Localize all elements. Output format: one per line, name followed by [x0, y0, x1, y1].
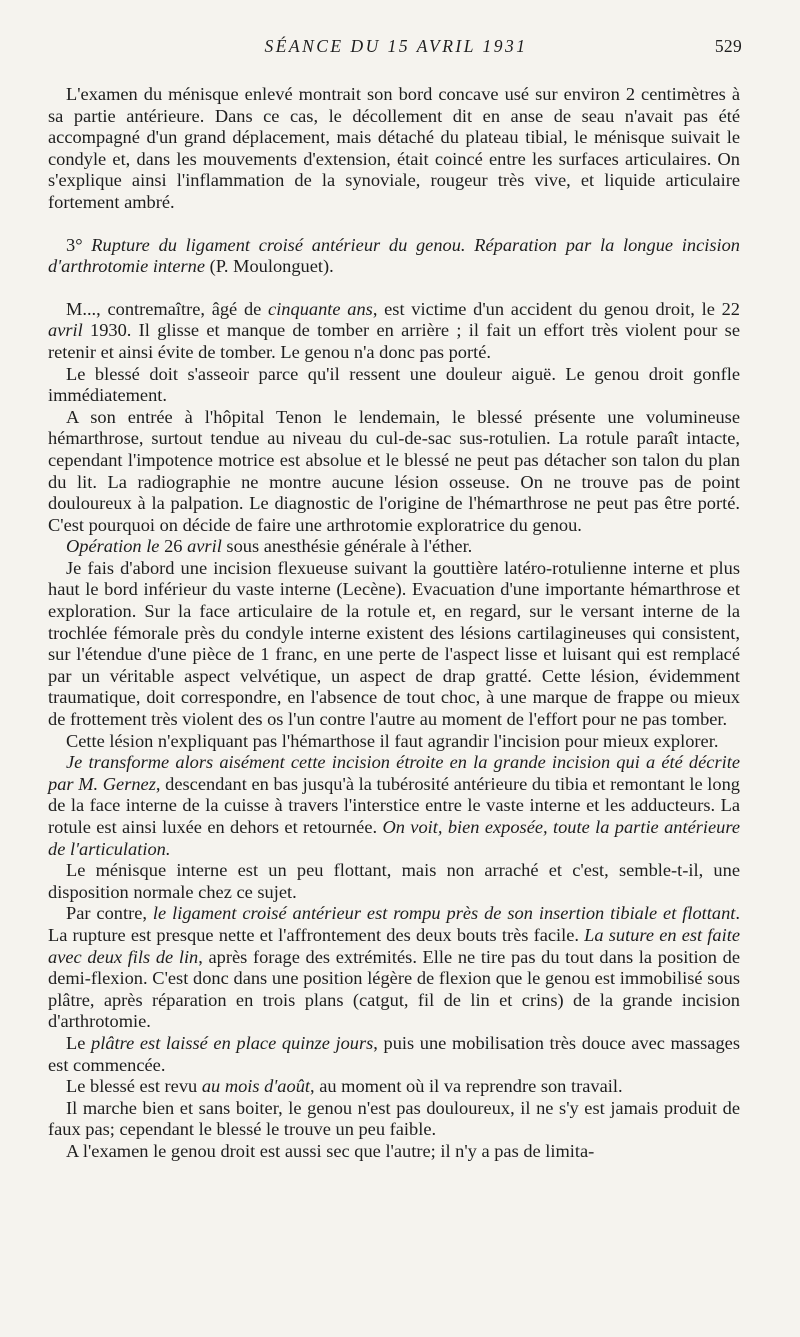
text-run: , descendant en bas jusqu'à la tubérosité antérieure du tibia et remontant le long de la face interne de la cuisse à travers l'interstice entre le vaste interne et les adducteurs. La rotule est ainsi luxée en dehors et retournée. [48, 773, 740, 837]
case-heading [48, 235, 740, 278]
text-run-italic: La suture en est faite avec deux fils de lin [48, 924, 740, 967]
page-number: 529 [714, 36, 742, 56]
text-run-italic: plâtre est laissé en place quinze jours [91, 1032, 374, 1053]
text-run: Le [66, 1032, 92, 1053]
paragraph-incision [48, 558, 740, 731]
text-run: . La rupture est presque nette et l'affrontement des deux bouts très facile. [48, 903, 740, 945]
text-run: , est victime d'un accident du genou droit, le 22 [372, 298, 740, 319]
text-run: , puis une mobilisation très douce avec massages est commencée. [48, 1032, 740, 1075]
paragraph-pain [48, 364, 740, 407]
text-run: Le blessé doit s'asseoir parce qu'il ressent une douleur aiguë. Le genou droit gonfle immédiatement. [48, 363, 740, 406]
text-run-italic: Opération le [66, 536, 160, 557]
text-run: M..., contremaître, âgé de [66, 298, 269, 319]
paragraph-walking [48, 1098, 740, 1141]
paragraph-meniscus [48, 860, 740, 903]
text-run: A l'examen le genou droit est aussi sec que l'autre; il n'y a pas de limita- [66, 1140, 595, 1161]
text-run-italic: le ligament croisé antérieur est rompu près de son insertion tibiale et flottant [152, 903, 736, 924]
page-header [50, 36, 742, 66]
text-run-italic: Je transforme alors aisément cette incision étroite en la grande incision qui a été décrite par M. Gernez [48, 752, 740, 794]
paragraph-operation-date [48, 536, 740, 558]
paragraph-meniscus-exam [48, 84, 740, 214]
text-run: Je fais d'abord une incision flexueuse suivant la gouttière latéro-rotulienne interne et plus haut le bord inférieur du vaste interne (Lecène). Evacuation d'une importante hémarthrose et exploration. Sur la face articulaire de la rotule et, en regard, sur le versant interne de la trochlée fémorale près du condyle interne existent des lésions cartilagineuses qui consistent, sur l'étendue d'une pièce de 1 franc, en une perte de l'aspect lisse et luisant qui est remplacé par un véritable aspect velvétique, un aspect de drap gratté. Cette lésion, évidemment traumatique, doit correspondre, en l'absence de tout choc, à une marque de frappe ou mieux de frottement très violent des os l'un contre l'autre au moment de l'effort pour ne pas tomber. [48, 557, 740, 730]
text-run: Par contre, [66, 903, 153, 924]
paragraph-plaster [48, 1033, 740, 1076]
paragraph-gernez-incision [48, 752, 740, 860]
case-title: Rupture du ligament croisé antérieur du genou. Réparation par la longue incision d'arthrotomie interne [48, 234, 740, 277]
paragraph-exam-continued [48, 1141, 740, 1163]
text-run: A son entrée à l'hôpital Tenon le lendemain, le blessé présente une volumineuse hémarthrose, surtout tendue au niveau du cul-de-sac sus-rotulien. La rotule paraît intacte, cependant l'impotence motrice est absolue et le blessé ne peut pas détacher son talon du plan du lit. La radiographie ne montre aucune lésion osseuse. On ne trouve pas de point douloureux à la palpation. Le diagnostic de l'origine de l'hémarthrose ne peut pas être porté. C'est pourquoi on décide de faire une arthrotomie exploratrice du genou. [48, 406, 740, 535]
text-run: Le blessé est revu [66, 1076, 202, 1097]
paragraph-patient [48, 299, 740, 364]
running-head: SÉANCE DU 15 AVRIL 1931 [264, 36, 528, 56]
text-run: 1930. Il glisse et manque de tomber en arrière ; il fait un effort très violent pour se retenir et ainsi évite de tomber. Le genou n'a donc pas porté. [48, 320, 740, 362]
body-text [48, 84, 740, 1163]
text-run-italic: cinquante ans [268, 298, 373, 319]
text-run: , au moment où il va reprendre son travail. [310, 1076, 623, 1097]
text-run: L'examen du ménisque enlevé montrait son bord concave usé sur environ 2 centimètres à sa partie antérieure. Dans ce cas, le décollement dit en anse de seau n'avait pas été accompagné d'un grand déplacement, mais détaché du plateau tibial, le ménisque suivait le condyle et, dans les mouvements d'extension, était coincé entre les surfaces articulaires. On s'explique ainsi l'inflammation de la synoviale, rougeur très vive, et liquide articulaire fortement ambré. [48, 84, 740, 212]
text-run: (P. Moulonguet). [205, 256, 334, 277]
text-run: Il marche bien et sans boiter, le genou n'est pas douloureux, il ne s'y est jamais produit de faux pas; cependant le blessé le trouve un peu faible. [48, 1097, 740, 1140]
text-run: , après forage des extrémités. Elle ne tire pas du tout dans la position de demi-flexion. C'est donc dans une position légère de flexion que le genou est immobilisé sous plâtre, après réparation en trois plans (catgut, fil de lin et crins) de la grande incision d'arthrotomie. [48, 946, 740, 1032]
paragraph-ligament-rupture [48, 903, 740, 1033]
text-run-italic: avril [187, 536, 222, 557]
text-run: 3° [66, 234, 92, 255]
text-run: 26 [159, 536, 188, 557]
paragraph-enlarge [48, 731, 740, 753]
text-run: sous anesthésie générale à l'éther. [221, 536, 473, 557]
text-run: Le ménisque interne est un peu flottant, mais non arraché et c'est, semble-t-il, une disposition normale chez ce sujet. [48, 860, 740, 902]
paragraph-revisit [48, 1076, 740, 1098]
text-run-italic: On voit, bien exposée, toute la partie antérieure de l'articulation. [48, 817, 740, 859]
paragraph-admission [48, 407, 740, 537]
text-run-italic: au mois d'août [201, 1076, 310, 1097]
text-run-italic: avril [48, 320, 83, 341]
text-run: Cette lésion n'expliquant pas l'hémarthose il faut agrandir l'incision pour mieux explorer. [66, 730, 719, 751]
